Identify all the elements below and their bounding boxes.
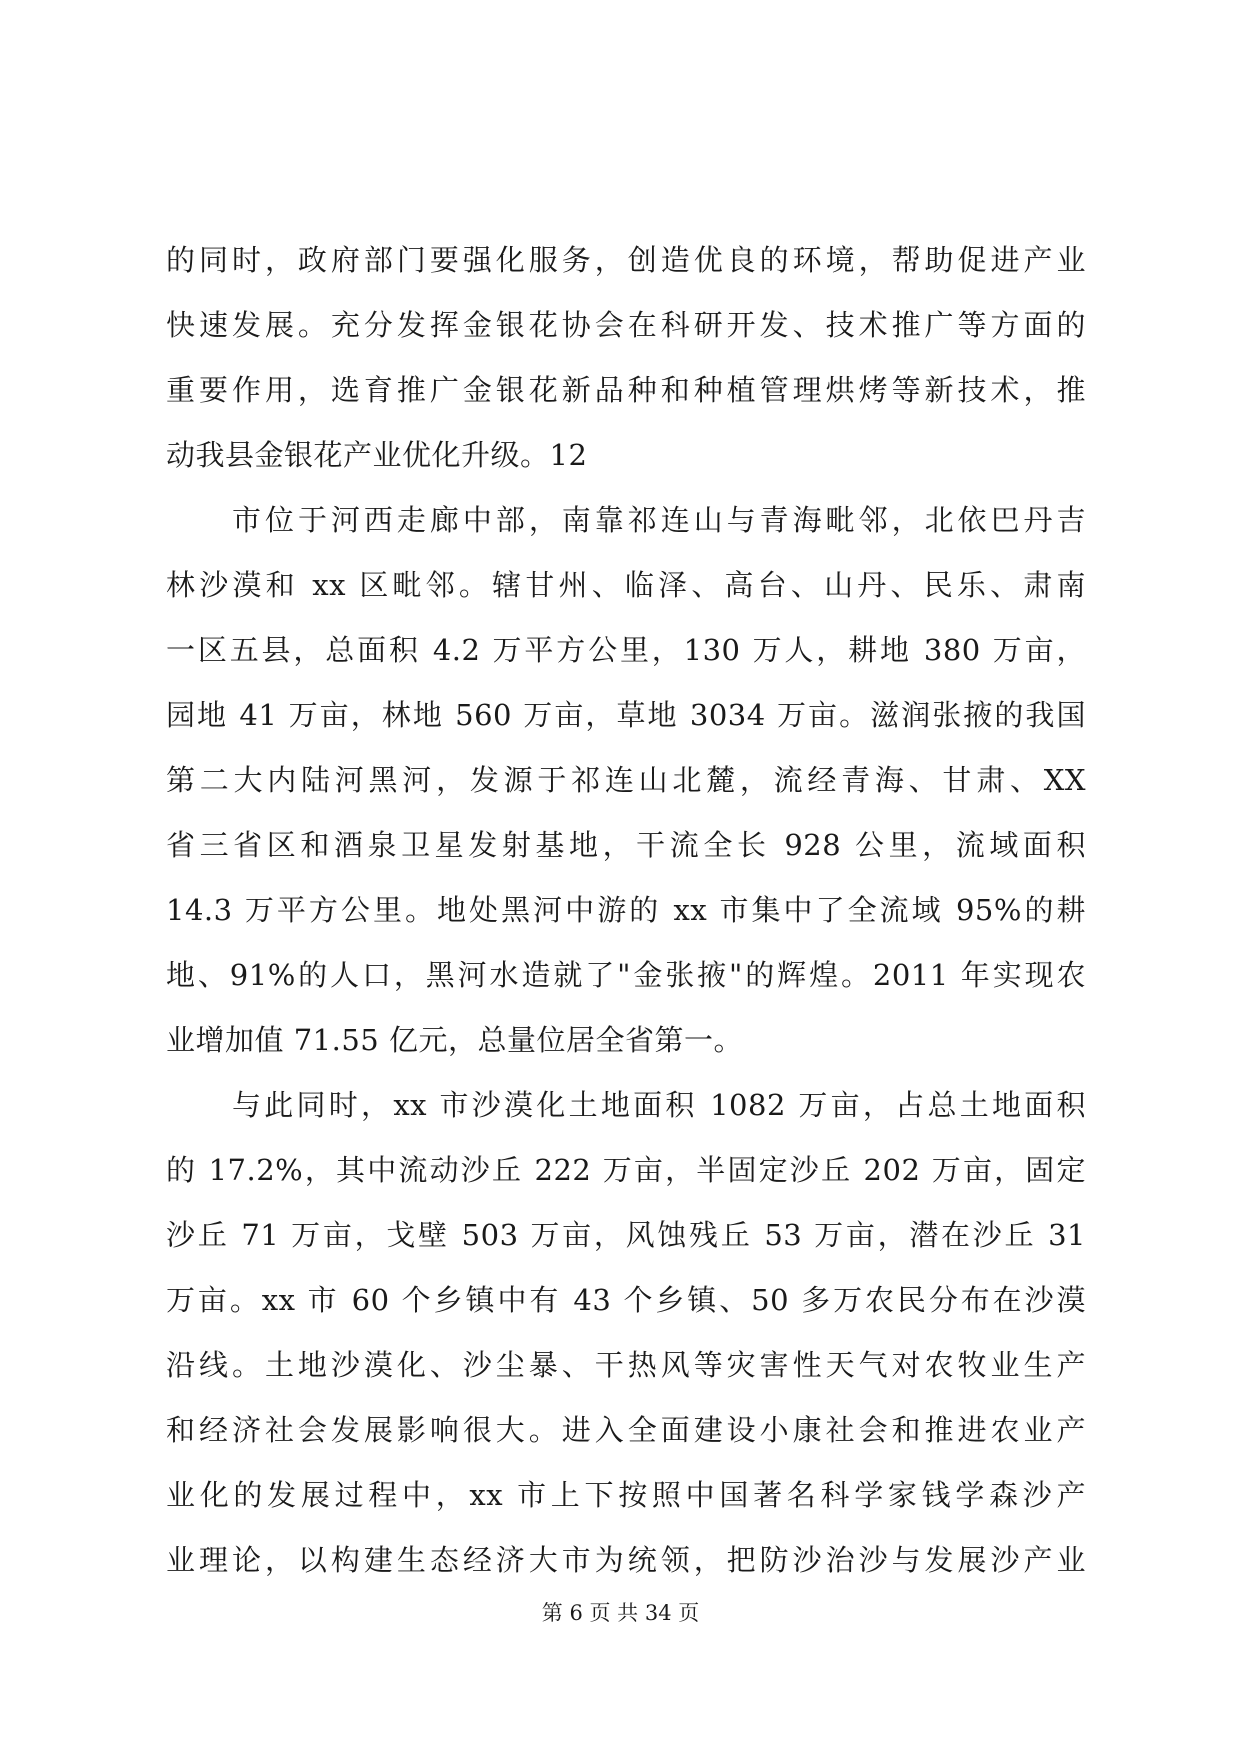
- paragraph-line: 快速发展。充分发挥金银花协会在科研开发、技术推广等方面的: [166, 308, 1086, 342]
- paragraph-line: 一区五县，总面积 4.2 万平方公里，130 万人，耕地 380 万亩，: [166, 633, 1086, 667]
- paragraph-line: 业理论，以构建生态经济大市为统领，把防沙治沙与发展沙产业: [166, 1543, 1086, 1577]
- paragraph-line: 动我县金银花产业优化升级。12: [166, 438, 588, 472]
- paragraph-line: 沙丘 71 万亩，戈壁 503 万亩，风蚀残丘 53 万亩，潜在沙丘 31: [166, 1218, 1086, 1252]
- paragraph-line: 14.3 万平方公里。地处黑河中游的 xx 市集中了全流域 95%的耕: [166, 893, 1086, 927]
- paragraph-line: 沿线。土地沙漠化、沙尘暴、干热风等灾害性天气对农牧业生产: [166, 1348, 1086, 1382]
- paragraph-line: 地、91%的人口，黑河水造就了"金张掖"的辉煌。2011 年实现农: [166, 958, 1086, 992]
- body-text: [166, 228, 1086, 1593]
- paragraph-line: 与此同时，xx 市沙漠化土地面积 1082 万亩，占总土地面积: [232, 1088, 1086, 1122]
- paragraph-line: 林沙漠和 xx 区毗邻。辖甘州、临泽、高台、山丹、民乐、肃南: [166, 568, 1086, 602]
- paragraph-line: 园地 41 万亩，林地 560 万亩，草地 3034 万亩。滋润张掖的我国: [166, 698, 1086, 732]
- paragraph-line: 和经济社会发展影响很大。进入全面建设小康社会和推进农业产: [166, 1413, 1086, 1447]
- paragraph-line: 万亩。xx 市 60 个乡镇中有 43 个乡镇、50 多万农民分布在沙漠: [166, 1283, 1086, 1317]
- paragraph-line: 市位于河西走廊中部，南靠祁连山与青海毗邻，北依巴丹吉: [232, 503, 1086, 537]
- paragraph-line: 第二大内陆河黑河，发源于祁连山北麓，流经青海、甘肃、XX: [166, 763, 1086, 797]
- paragraph-line: 的同时，政府部门要强化服务，创造优良的环境，帮助促进产业: [166, 243, 1086, 277]
- page-number-footer: 第 6 页 共 34 页: [541, 1601, 700, 1625]
- paragraph-line: 重要作用，选育推广金银花新品种和种植管理烘烤等新技术，推: [166, 373, 1086, 407]
- paragraph-line: 的 17.2%，其中流动沙丘 222 万亩，半固定沙丘 202 万亩，固定: [166, 1153, 1086, 1187]
- paragraph-line: 省三省区和酒泉卫星发射基地，干流全长 928 公里，流域面积: [166, 828, 1086, 862]
- paragraph-line: 业化的发展过程中，xx 市上下按照中国著名科学家钱学森沙产: [166, 1478, 1086, 1512]
- paragraph-line: 业增加值 71.55 亿元，总量位居全省第一。: [166, 1023, 743, 1057]
